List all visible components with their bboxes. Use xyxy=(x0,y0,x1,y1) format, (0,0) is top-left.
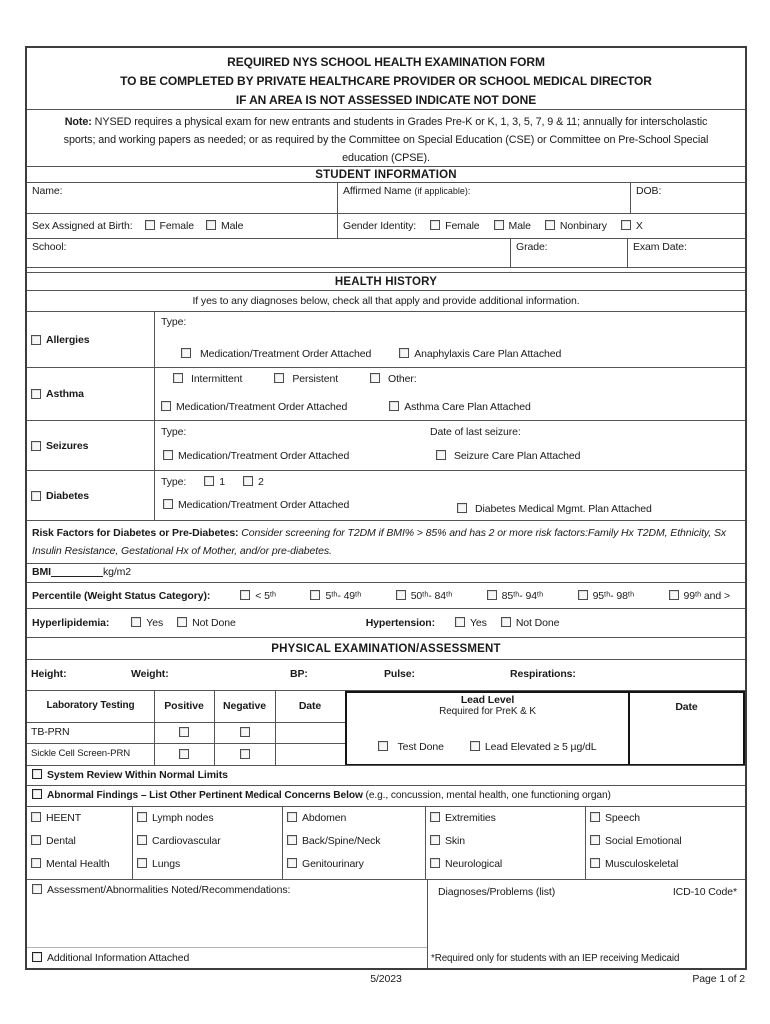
allergies-label: Allergies xyxy=(46,333,90,346)
seizures-med-order-checkbox[interactable] xyxy=(163,450,173,460)
dental-checkbox[interactable] xyxy=(31,835,41,845)
gender-nonbinary-checkbox[interactable] xyxy=(545,220,555,230)
risk-factors-row xyxy=(27,520,745,563)
abdomen-checkbox[interactable] xyxy=(287,812,297,822)
assessment-section xyxy=(27,879,745,968)
speech-label: Speech xyxy=(605,812,641,824)
cardiovascular-checkbox[interactable] xyxy=(137,835,147,845)
neurological-checkbox[interactable] xyxy=(430,858,440,868)
weight-label: Weight: xyxy=(131,668,169,680)
tb-prn-label: TB-PRN xyxy=(31,726,70,738)
sickle-positive-checkbox[interactable] xyxy=(179,749,189,759)
exam-date-label: Exam Date: xyxy=(633,241,687,253)
diabetes-type-1-label: 1 xyxy=(219,476,225,488)
lead-date-cell[interactable] xyxy=(630,693,743,764)
bmi-label: BMI xyxy=(32,566,51,578)
asthma-med-order-checkbox[interactable] xyxy=(161,401,171,411)
percentile-85-94-label: 85ᵗʰ- 94ᵗʰ xyxy=(501,589,544,602)
musculoskeletal-label: Musculoskeletal xyxy=(605,858,679,870)
percentile-95-98-checkbox[interactable] xyxy=(578,590,588,600)
abnormal-findings-row xyxy=(27,785,745,806)
bp-label: BP: xyxy=(290,668,308,680)
percentile-99-plus-checkbox[interactable] xyxy=(669,590,679,600)
diabetes-type-1-checkbox[interactable] xyxy=(204,476,214,486)
diabetes-type-label: Type: xyxy=(161,476,187,488)
heent-checkbox[interactable] xyxy=(31,812,41,822)
percentile-row xyxy=(27,582,745,608)
hypertension-label: Hypertension: xyxy=(365,617,435,629)
note-text: NYSED requires a physical exam for new entrants and students in Grades Pre-K or K, 1, 3, 5, 7, 9 & 11; annually for interscholastic sports; and working papers as needed; or as required by the Committee on Special Education (CSE) or Committee on Pre-School Special education (CPSE). xyxy=(63,116,709,164)
asthma-checkbox[interactable] xyxy=(31,389,41,399)
mental-health-checkbox[interactable] xyxy=(31,858,41,868)
seizures-type-label: Type: xyxy=(161,426,187,438)
percentile-5-49-label: 5ᵗʰ- 49ᵗʰ xyxy=(325,589,362,602)
seizures-detail-cell[interactable] xyxy=(155,421,745,470)
allergies-detail-cell[interactable] xyxy=(155,312,745,367)
seizures-label: Seizures xyxy=(46,439,89,452)
page-number: Page 1 of 2 xyxy=(692,973,745,985)
seizures-label-cell xyxy=(27,421,155,470)
bmi-unit-label: kg/m2 xyxy=(102,566,132,578)
lead-elevated-checkbox[interactable] xyxy=(470,741,480,751)
positive-header: Positive xyxy=(164,700,204,712)
sex-male-label: Male xyxy=(220,220,244,232)
musculoskeletal-checkbox[interactable] xyxy=(590,858,600,868)
exam-date-field-cell[interactable] xyxy=(627,239,745,267)
affirmed-name-field-cell[interactable] xyxy=(337,183,630,213)
abnormal-findings-hint: (e.g., concussion, mental health, one functioning organ) xyxy=(362,790,611,801)
percentile-label: Percentile (Weight Status Category): xyxy=(32,589,211,602)
bmi-row xyxy=(27,563,745,582)
gender-nonbinary-label: Nonbinary xyxy=(559,220,607,232)
abdomen-label: Abdomen xyxy=(302,812,347,824)
name-field-cell[interactable] xyxy=(27,183,337,213)
asthma-other-label: Other: xyxy=(388,373,417,385)
hyperlipidemia-yes-checkbox[interactable] xyxy=(131,617,141,627)
medicaid-note: *Required only for students with an IEP receiving Medicaid xyxy=(431,953,680,964)
system-review-row xyxy=(27,765,745,785)
lead-test-done-label: Test Done xyxy=(397,741,444,753)
sex-assigned-label: Sex Assigned at Birth: xyxy=(32,220,133,232)
allergies-checkbox[interactable] xyxy=(31,335,41,345)
social-emotional-checkbox[interactable] xyxy=(590,835,600,845)
allergies-anaphylaxis-plan-checkbox[interactable] xyxy=(399,348,409,358)
gender-identity-label: Gender Identity: xyxy=(343,220,417,232)
cardiovascular-label: Cardiovascular xyxy=(152,835,221,847)
form-title-line3: IF AN AREA IS NOT ASSESSED INDICATE NOT DONE xyxy=(235,93,537,107)
negative-header: Negative xyxy=(223,700,266,712)
hypertension-yes-label: Yes xyxy=(469,617,487,629)
diagnoses-area[interactable] xyxy=(428,880,745,968)
seizures-checkbox[interactable] xyxy=(31,441,41,451)
system-review-checkbox[interactable] xyxy=(32,769,42,779)
affirmed-name-hint: (if applicable): xyxy=(414,186,471,196)
diabetes-med-order-checkbox[interactable] xyxy=(163,499,173,509)
gender-male-label: Male xyxy=(508,220,531,232)
school-label: School: xyxy=(32,241,67,253)
note-label: Note: xyxy=(64,116,92,128)
gender-x-label: X xyxy=(635,220,643,232)
percentile-5-49-checkbox[interactable] xyxy=(310,590,320,600)
seizure-date-label: Date of last seizure: xyxy=(430,426,521,438)
lead-test-done-checkbox[interactable] xyxy=(378,741,388,751)
diabetes-type-2-checkbox[interactable] xyxy=(243,476,253,486)
page-footer xyxy=(25,973,747,989)
percentile-95-98-label: 95ᵗʰ- 98ᵗʰ xyxy=(592,589,634,602)
assessment-label: Assessment/Abnormalities Noted/Recommendations: xyxy=(47,884,291,896)
form-version: 5/2023 xyxy=(370,973,402,985)
asthma-label-cell xyxy=(27,368,155,420)
assessment-notes-area[interactable] xyxy=(27,880,427,900)
student-info-section-title: STUDENT INFORMATION xyxy=(27,166,745,182)
allergies-med-order-label: Medication/Treatment Order Attached xyxy=(200,348,372,360)
diabetes-label-cell xyxy=(27,471,155,520)
affirmed-name-label: Affirmed Name xyxy=(343,185,415,197)
vitals-row[interactable] xyxy=(27,659,745,690)
system-review-label: System Review Within Normal Limits xyxy=(47,769,228,781)
additional-info-checkbox[interactable] xyxy=(32,952,42,962)
dental-label: Dental xyxy=(46,835,76,847)
diabetes-type-2-label: 2 xyxy=(257,476,264,488)
heent-label: HEENT xyxy=(46,812,82,824)
form-title-block xyxy=(27,48,745,109)
hypertension-not-done-label: Not Done xyxy=(515,617,560,629)
allergies-label-cell xyxy=(27,312,155,367)
lead-level-title: Lead Level xyxy=(460,694,515,706)
hyperlipidemia-not-done-label: Not Done xyxy=(192,617,236,629)
hyperlipidemia-yes-label: Yes xyxy=(146,617,164,629)
sex-male-checkbox[interactable] xyxy=(206,220,216,230)
lungs-label: Lungs xyxy=(152,858,181,870)
respirations-label: Respirations: xyxy=(510,668,576,680)
genitourinary-checkbox[interactable] xyxy=(287,858,297,868)
gender-female-label: Female xyxy=(445,220,480,232)
risk-factors-label: Risk Factors for Diabetes or Pre-Diabetes: xyxy=(32,527,239,539)
tb-negative-checkbox[interactable] xyxy=(240,727,250,737)
icd-10-label: ICD-10 Code* xyxy=(672,886,737,898)
dob-field-cell[interactable] xyxy=(630,183,745,213)
note-block xyxy=(27,109,745,166)
seizure-care-plan-checkbox[interactable] xyxy=(436,450,446,460)
lungs-checkbox[interactable] xyxy=(137,858,147,868)
skin-label: Skin xyxy=(445,835,466,847)
speech-checkbox[interactable] xyxy=(590,812,600,822)
neurological-label: Neurological xyxy=(445,858,503,870)
abnormal-findings-label: Abnormal Findings – List Other Pertinent Medical Concerns Below xyxy=(47,790,363,801)
physical-exam-section-title: PHYSICAL EXAMINATION/ASSESSMENT xyxy=(27,637,745,659)
pulse-label: Pulse: xyxy=(384,668,415,680)
percentile-50-84-checkbox[interactable] xyxy=(396,590,406,600)
diabetes-checkbox[interactable] xyxy=(31,491,41,501)
height-label: Height: xyxy=(31,668,67,680)
back-spine-neck-label: Back/Spine/Neck xyxy=(302,835,381,847)
skin-checkbox[interactable] xyxy=(430,835,440,845)
genitourinary-label: Genitourinary xyxy=(302,858,364,870)
allergies-type-label: Type: xyxy=(161,316,187,328)
diabetes-med-order-label: Medication/Treatment Order Attached xyxy=(178,499,350,511)
asthma-care-plan-checkbox[interactable] xyxy=(389,401,399,411)
hyperlipidemia-label: Hyperlipidemia: xyxy=(32,617,110,629)
gender-male-checkbox[interactable] xyxy=(494,220,504,230)
asthma-persistent-checkbox[interactable] xyxy=(274,373,284,383)
lab-testing-header: Laboratory Testing xyxy=(46,700,135,711)
lead-date-header: Date xyxy=(675,701,698,713)
tb-positive-checkbox[interactable] xyxy=(179,727,189,737)
asthma-intermittent-label: Intermittent xyxy=(191,373,243,385)
extremities-label: Extremities xyxy=(445,812,496,824)
gender-identity-cell xyxy=(337,214,745,238)
dob-label: DOB: xyxy=(636,185,662,197)
health-history-instruction: If yes to any diagnoses below, check all that apply and provide additional information. xyxy=(27,290,745,311)
asthma-persistent-label: Persistent xyxy=(292,373,339,385)
hypertension-not-done-checkbox[interactable] xyxy=(501,617,511,627)
systems-grid xyxy=(27,806,745,879)
health-history-section-title: HEALTH HISTORY xyxy=(27,272,745,290)
school-field-cell[interactable] xyxy=(27,239,510,267)
back-spine-neck-checkbox[interactable] xyxy=(287,835,297,845)
diabetes-label: Diabetes xyxy=(46,489,89,502)
asthma-intermittent-checkbox[interactable] xyxy=(173,373,183,383)
seizure-care-plan-label: Seizure Care Plan Attached xyxy=(454,450,581,462)
gender-x-checkbox[interactable] xyxy=(621,220,631,230)
social-emotional-label: Social Emotional xyxy=(605,835,682,847)
sickle-cell-label: Sickle Cell Screen-PRN xyxy=(31,748,131,759)
lymph-nodes-label: Lymph nodes xyxy=(152,812,214,824)
percentile-under-5-label: < 5ᵗʰ xyxy=(255,589,276,602)
form-title-line1: REQUIRED NYS SCHOOL HEALTH EXAMINATION FORM xyxy=(227,55,545,69)
percentile-85-94-checkbox[interactable] xyxy=(487,590,497,600)
tb-date-cell[interactable] xyxy=(300,723,345,766)
asthma-other-checkbox[interactable] xyxy=(370,373,380,383)
lipid-row xyxy=(27,608,745,637)
extremities-checkbox[interactable] xyxy=(430,812,440,822)
asthma-label: Asthma xyxy=(46,388,84,400)
date-header: Date xyxy=(298,700,322,712)
abnormal-findings-checkbox[interactable] xyxy=(32,789,42,799)
sex-female-label: Female xyxy=(159,220,194,232)
allergies-anaphylaxis-plan-label: Anaphylaxis Care Plan Attached xyxy=(414,348,562,360)
lead-level-box xyxy=(345,691,745,766)
form-table xyxy=(25,46,747,970)
mental-health-label: Mental Health xyxy=(46,858,110,870)
grade-label: Grade: xyxy=(516,241,548,253)
sex-assigned-cell xyxy=(27,214,337,238)
assessment-checkbox[interactable] xyxy=(32,884,42,894)
diagnoses-label: Diagnoses/Problems (list) xyxy=(438,886,556,898)
additional-info-row xyxy=(27,947,427,968)
hypertension-yes-checkbox[interactable] xyxy=(455,617,465,627)
asthma-med-order-label: Medication/Treatment Order Attached xyxy=(176,401,348,413)
additional-info-label: Additional Information Attached xyxy=(47,952,190,964)
seizures-med-order-label: Medication/Treatment Order Attached xyxy=(178,450,350,462)
laboratory-table xyxy=(27,690,745,765)
form-title-line2: TO BE COMPLETED BY PRIVATE HEALTHCARE PROVIDER OR SCHOOL MEDICAL DIRECTOR xyxy=(120,74,652,88)
lead-elevated-label: Lead Elevated ≥ 5 µg/dL xyxy=(484,741,597,753)
sickle-negative-checkbox[interactable] xyxy=(240,749,250,759)
lead-level-subtitle: Required for PreK & K xyxy=(439,706,536,717)
name-label: Name: xyxy=(32,185,63,197)
hyperlipidemia-not-done-checkbox[interactable] xyxy=(177,617,187,627)
percentile-50-84-label: 50ᵗʰ- 84ᵗʰ xyxy=(410,589,453,602)
percentile-under-5-checkbox[interactable] xyxy=(240,590,250,600)
gender-female-checkbox[interactable] xyxy=(430,220,440,230)
sex-female-checkbox[interactable] xyxy=(145,220,155,230)
diabetes-mgmt-plan-checkbox[interactable] xyxy=(457,503,467,513)
diabetes-detail-cell[interactable] xyxy=(155,471,745,520)
allergies-med-order-checkbox[interactable] xyxy=(181,348,191,358)
percentile-99-plus-label: 99ᵗʰ and > xyxy=(683,589,730,602)
lymph-nodes-checkbox[interactable] xyxy=(137,812,147,822)
grade-field-cell[interactable] xyxy=(510,239,627,267)
diabetes-mgmt-plan-label: Diabetes Medical Mgmt. Plan Attached xyxy=(475,503,652,515)
asthma-detail-cell[interactable] xyxy=(155,368,745,420)
bmi-value-blank[interactable] xyxy=(51,566,103,577)
risk-factors-text: Consider screening for T2DM if BMI% > 85% and has 2 or more risk factors:Family Hx T2DM, Ethnicity, Sx Insulin Resistance, Gestational Hx of Mother, and/or pre-diabetes. xyxy=(32,527,726,557)
asthma-care-plan-label: Asthma Care Plan Attached xyxy=(404,401,531,413)
